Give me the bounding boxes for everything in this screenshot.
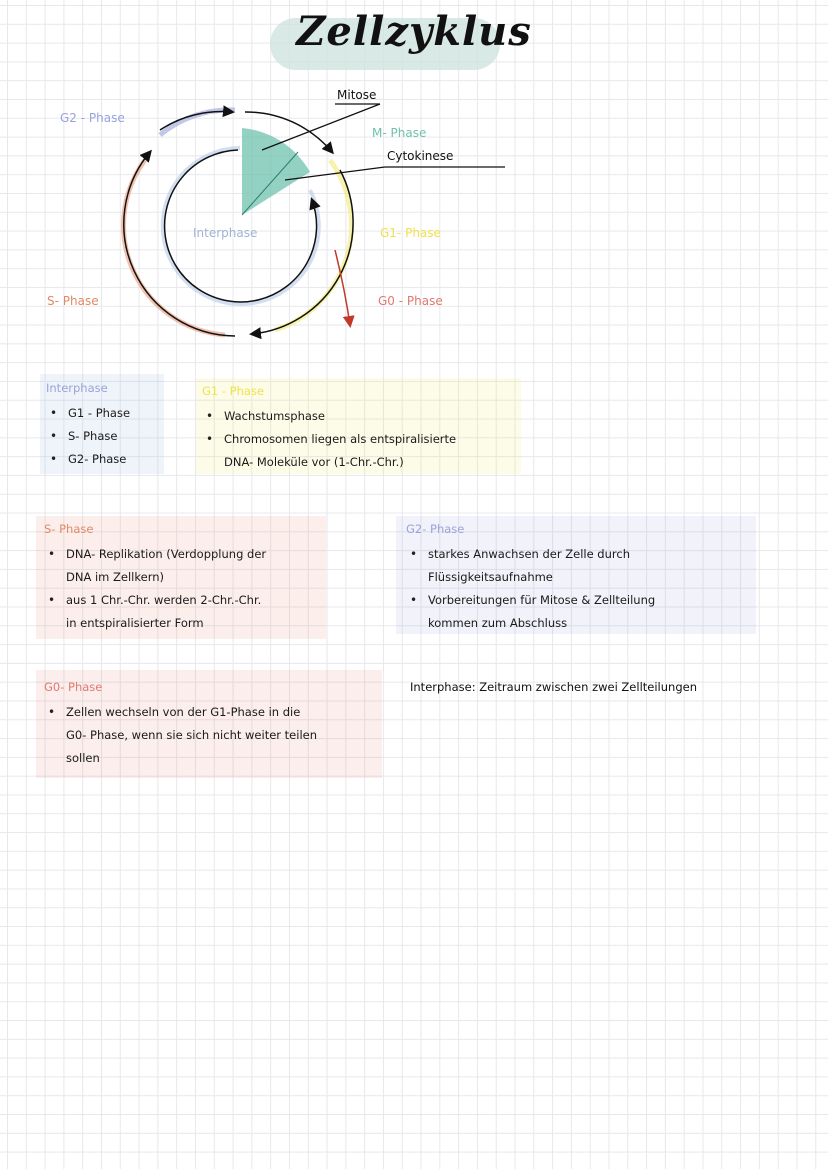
list-item: sollen xyxy=(66,751,100,765)
label-g1-phase: G1- Phase xyxy=(380,226,441,240)
label-g2-phase: G2 - Phase xyxy=(60,111,125,125)
s-phase-box xyxy=(36,516,326,639)
list-item: DNA- Moleküle vor (1-Chr.-Chr.) xyxy=(224,455,404,469)
list-item: • G1 - Phase xyxy=(46,402,164,425)
label-s-phase: S- Phase xyxy=(47,294,99,308)
interphase-box xyxy=(40,374,164,474)
label-mitose: Mitose xyxy=(337,88,377,102)
interphase-definition: Interphase: Zeitraum zwischen zwei Zellteilungen xyxy=(410,680,697,694)
mitose-pointer xyxy=(262,104,380,150)
list-item: • S- Phase xyxy=(46,425,164,448)
g1-box xyxy=(196,378,521,474)
list-item: • Vorbereitungen für Mitose & Zellteilung xyxy=(406,589,756,612)
list-item: Flüssigkeitsaufnahme xyxy=(428,570,553,584)
list-item: • DNA- Replikation (Verdopplung der xyxy=(44,543,326,566)
list-item: kommen zum Abschluss xyxy=(428,616,568,630)
list-item: DNA im Zellkern) xyxy=(66,570,165,584)
list-item: • Chromosomen liegen als entspiralisierte xyxy=(202,428,521,451)
g1-box-heading: G1 - Phase xyxy=(202,384,265,398)
g2-phase-box xyxy=(396,516,756,634)
list-item: • Zellen wechseln von der G1-Phase in die xyxy=(44,701,382,724)
m-phase-wedge xyxy=(242,128,310,215)
cell-cycle-diagram xyxy=(0,0,828,380)
label-m-phase: M- Phase xyxy=(372,126,427,140)
label-cytokinese: Cytokinese xyxy=(387,149,454,163)
list-item: G0- Phase, wenn sie sich nicht weiter teilen xyxy=(66,728,318,742)
label-g0-phase: G0 - Phase xyxy=(378,294,443,308)
list-item: • aus 1 Chr.-Chr. werden 2-Chr.-Chr. xyxy=(44,589,326,612)
list-item: • G2- Phase xyxy=(46,448,164,471)
g0-phase-box xyxy=(36,670,382,778)
interphase-box-heading: Interphase xyxy=(46,381,108,395)
g2-box-heading: G2- Phase xyxy=(406,522,465,536)
list-item: • starkes Anwachsen der Zelle durch xyxy=(406,543,756,566)
list-item: • Wachstumsphase xyxy=(202,405,521,428)
s-box-heading: S- Phase xyxy=(44,522,94,536)
list-item: in entspiralisierter Form xyxy=(66,616,204,630)
g0-box-heading: G0- Phase xyxy=(44,680,103,694)
page-title: Zellzyklus xyxy=(296,8,532,55)
label-interphase: Interphase xyxy=(193,226,258,240)
